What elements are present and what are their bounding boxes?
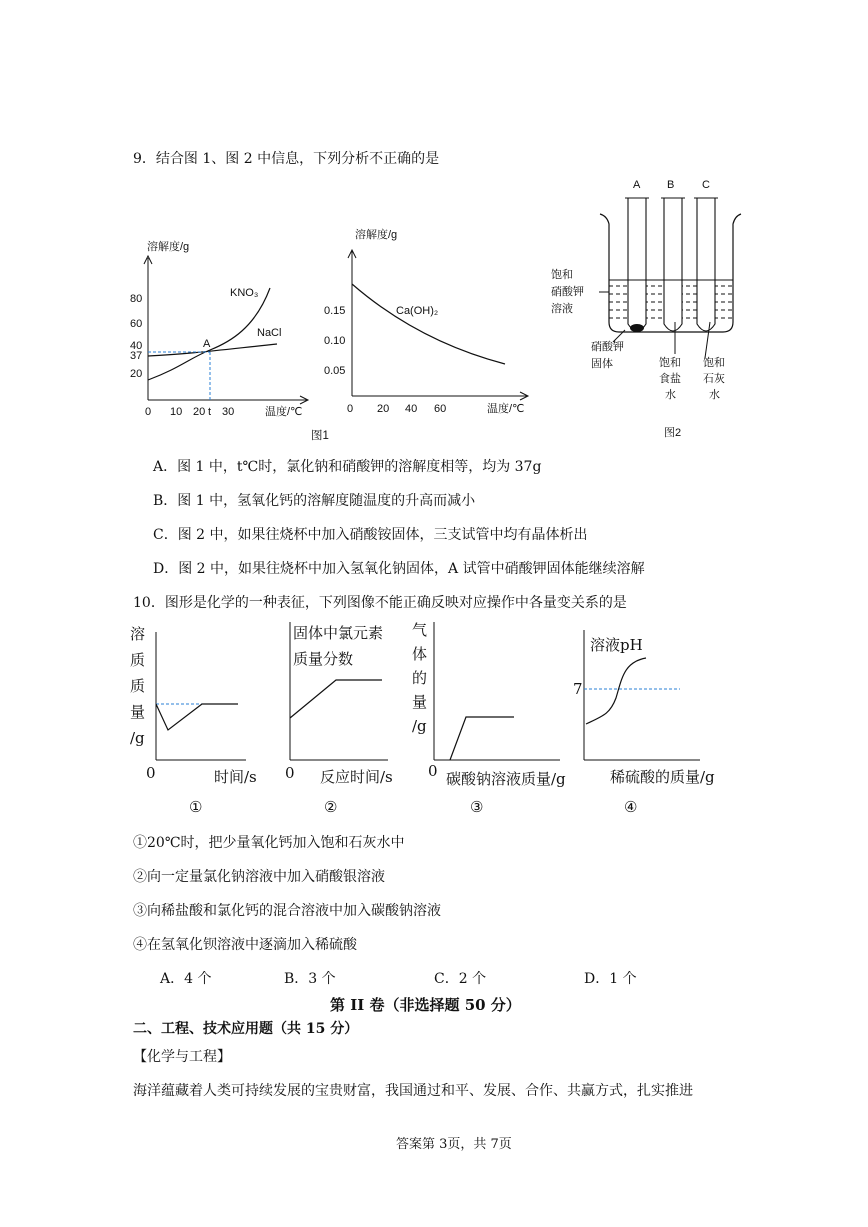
graph3-plot <box>428 620 568 770</box>
graph1-line <box>156 704 238 730</box>
beaker-label-1: 饱和 <box>551 269 573 281</box>
fig1b-xlabel: 温度/℃ <box>487 403 525 415</box>
lime-tube-label-2: 石灰 <box>703 373 725 385</box>
fig1b-xtick: 40 <box>405 403 418 415</box>
fig1a-ytick: 20 <box>130 368 143 380</box>
q9-option-b: B．图 1 中，氢氧化钙的溶解度随温度的升高而减小 <box>153 493 476 509</box>
graph4-curve <box>586 658 646 724</box>
fig1b-xtick: 0 <box>347 403 354 415</box>
graph2-origin: 0 <box>285 764 295 782</box>
graph1-plot <box>150 630 260 770</box>
solubility-chart-kno3-nacl <box>120 228 320 428</box>
fig2-caption: 图2 <box>664 427 682 439</box>
page-footer: 答案第 3页，共 7页 <box>396 1137 512 1152</box>
q9-option-c: C．图 2 中，如果往烧杯中加入硝酸铵固体，三支试管中均有晶体析出 <box>153 527 588 543</box>
graph2-ylabel-1: 固体中氯元素 <box>293 624 384 642</box>
beaker-label-2: 硝酸钾 <box>551 286 584 298</box>
tube-c-label: C <box>702 179 710 191</box>
tube-a-label: A <box>633 179 641 191</box>
fig1b-xtick: 60 <box>434 403 447 415</box>
lime-tube-label-1: 饱和 <box>703 357 725 369</box>
graph4-plot <box>578 628 708 768</box>
fig1a-ytick: 37 <box>130 350 143 362</box>
graph2-xlabel: 反应时间/s <box>320 768 393 786</box>
graph2-ylabel-2: 质量分数 <box>293 650 354 668</box>
point-a-label: A <box>203 338 211 350</box>
graph3-xlabel: 碳酸钠溶液质量/g <box>446 770 566 788</box>
graph3-line <box>450 717 514 760</box>
q10-statement-1: ①20℃时，把少量氧化钙加入饱和石灰水中 <box>133 835 405 851</box>
fig1b-ylabel: 溶解度/g <box>355 229 398 241</box>
tube-b-label: B <box>667 179 675 191</box>
graph4-ylabel: 溶液pH <box>590 636 643 654</box>
q10-statement-3: ③向稀盐酸和氯化钙的混合溶液中加入碳酸钠溶液 <box>133 903 441 919</box>
q10-stem: 10．图形是化学的一种表征，下列图像不能正确反映对应操作中各量变关系的是 <box>133 595 627 611</box>
fig1a-xtick: 30 <box>222 406 235 418</box>
section-tag: 【化学与工程】 <box>133 1049 231 1065</box>
graph3-origin: 0 <box>428 762 438 780</box>
q10-choice-b: B．3 个 <box>284 971 336 987</box>
solid-label-1: 硝酸钾 <box>591 341 624 353</box>
nacl-label: NaCl <box>257 327 282 339</box>
kno3-label: KNO₃ <box>230 287 259 299</box>
fig1b-ytick: 0.05 <box>324 365 346 377</box>
fig1b-ytick: 0.10 <box>324 335 346 347</box>
fig1b-xtick: 20 <box>377 403 390 415</box>
graph2-line <box>290 680 382 718</box>
fig1a-ytick: 40 <box>130 340 143 352</box>
section-heading: 二、工程、技术应用题（共 15 分） <box>133 1021 359 1037</box>
fig1-caption: 图1 <box>311 430 329 442</box>
graph2-plot <box>284 620 394 770</box>
graph1-xlabel: 时间/s <box>214 768 257 786</box>
fig1a-ytick: 80 <box>130 293 143 305</box>
fig1a-xtick: 0 <box>145 406 152 418</box>
fig1b-ytick: 0.15 <box>324 305 346 317</box>
part2-title: 第 II 卷（非选择题 50 分） <box>330 996 521 1014</box>
nacl-tube-label-3: 水 <box>665 389 676 401</box>
fig1a-xtick: 10 <box>170 406 183 418</box>
graph2-number: ② <box>324 798 338 816</box>
q9-option-d: D．图 2 中，如果往烧杯中加入氢氧化钠固体，A 试管中硝酸钾固体能继续溶解 <box>153 561 645 577</box>
q9-option-a: A．图 1 中，t℃时，氯化钠和硝酸钾的溶解度相等，均为 37g <box>153 459 542 475</box>
fig1a-xlabel: 温度/℃ <box>265 406 303 418</box>
caoh2-label: Ca(OH)₂ <box>396 305 439 317</box>
fig1a-xtick: t <box>208 406 212 418</box>
q10-statement-2: ②向一定量氯化钠溶液中加入硝酸银溶液 <box>133 869 385 885</box>
fig1a-ytick: 60 <box>130 318 143 330</box>
graph4-tick-7: 7 <box>573 680 583 698</box>
solid-label-2: 固体 <box>591 358 613 370</box>
fig1a-xtick: 20 <box>193 406 206 418</box>
q9-stem: 9．结合图 1、图 2 中信息，下列分析不正确的是 <box>133 151 440 167</box>
nacl-tube-label-1: 饱和 <box>659 357 681 369</box>
nacl-tube-label-2: 食盐 <box>659 373 681 385</box>
solubility-chart-caoh2 <box>324 222 535 422</box>
q10-choice-d: D．1 个 <box>584 971 637 987</box>
nacl-curve <box>148 344 277 356</box>
graph4-xlabel: 稀硫酸的质量/g <box>610 768 715 786</box>
lime-tube-label-3: 水 <box>709 389 720 401</box>
beaker-diagram <box>545 172 775 442</box>
caoh2-curve <box>352 284 505 364</box>
section-paragraph: 海洋蕴藏着人类可持续发展的宝贵财富，我国通过和平、发展、合作、共赢方式，扎实推进 <box>133 1083 693 1099</box>
graph3-number: ③ <box>470 798 484 816</box>
q10-choice-c: C．2 个 <box>434 971 487 987</box>
graph3-ylabel: 气 体 的 量 /g <box>412 621 428 735</box>
graph1-ylabel: 溶 质 质 量 /g <box>130 625 146 747</box>
kno3-curve <box>148 288 270 380</box>
graph1-origin: 0 <box>146 764 156 782</box>
beaker-label-3: 溶液 <box>551 303 573 315</box>
graph4-number: ④ <box>624 798 638 816</box>
q10-statement-4: ④在氢氧化钡溶液中逐滴加入稀硫酸 <box>133 937 357 953</box>
fig1a-ylabel: 溶解度/g <box>147 241 190 253</box>
q10-choice-a: A．4 个 <box>160 971 212 987</box>
graph1-number: ① <box>189 798 203 816</box>
